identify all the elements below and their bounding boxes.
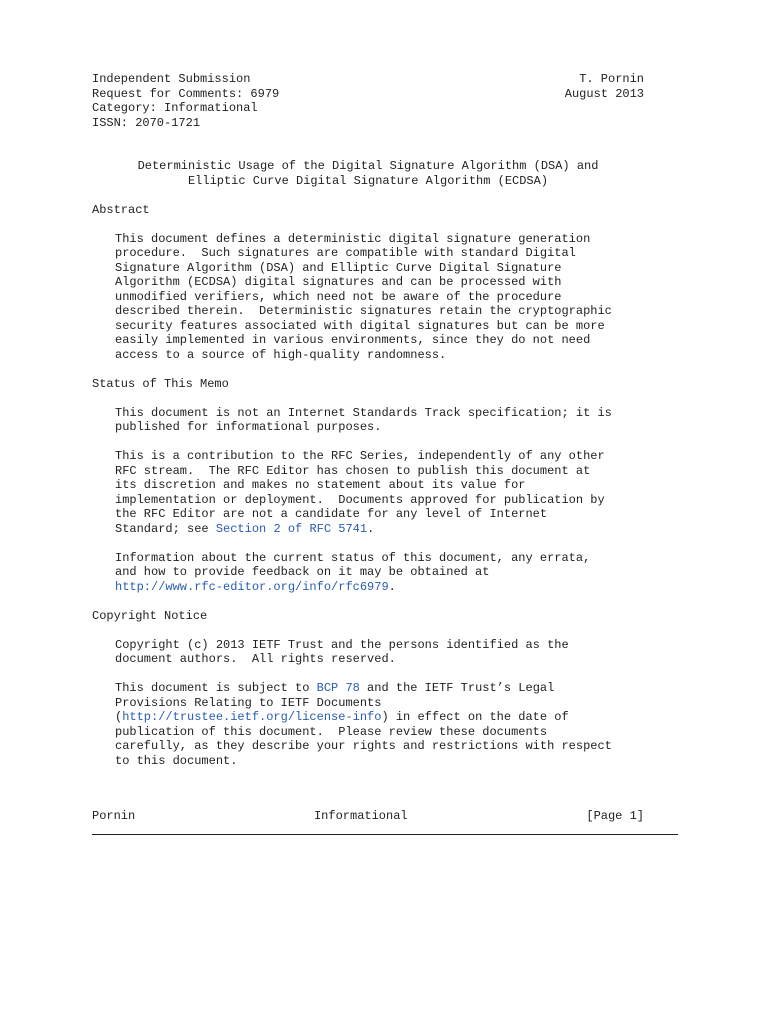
copyright-para2-line: publication of this document. Please review these documents — [115, 724, 548, 739]
page-footer — [92, 809, 644, 824]
status-para2-suffix: . — [367, 521, 375, 536]
status-para2-line: its discretion and makes no statement about its value for — [115, 478, 526, 492]
copyright-para1-line: document authors. All rights reserved. — [115, 652, 396, 666]
abstract-line: This document defines a deterministic digital signature generation — [115, 231, 591, 246]
abstract-heading: Abstract — [92, 202, 150, 217]
footer-page-number: [Page 1] — [586, 809, 644, 823]
abstract-line: Signature Algorithm (DSA) and Elliptic Curve Digital Signature — [115, 260, 562, 275]
copyright-para2-prefix: This document is subject to — [115, 681, 317, 695]
status-para3-line: Information about the current status of this document, any errata, — [115, 550, 591, 565]
document-title-line-1: Deterministic Usage of the Digital Signature Algorithm (DSA) and — [137, 159, 599, 173]
bcp78-link[interactable]: BCP 78 — [316, 681, 360, 695]
abstract-line: described therein. Deterministic signatures retain the cryptographic — [115, 304, 612, 318]
status-para3-link-line — [92, 580, 644, 595]
status-para3-line: and how to provide feedback on it may be obtained at — [115, 565, 490, 579]
copyright-para2-line-1 — [92, 681, 644, 696]
copyright-para1-line: Copyright (c) 2013 IETF Trust and the persons identified as the — [115, 637, 569, 652]
header-category: Category: Informational — [92, 101, 258, 115]
status-para1-line: This document is not an Internet Standards Track specification; it is — [115, 405, 612, 420]
status-para2-line: RFC stream. The RFC Editor has chosen to publish this document at — [115, 463, 591, 478]
rfc5741-section-link[interactable]: Section 2 of RFC 5741 — [215, 521, 368, 536]
header-row-2 — [92, 87, 644, 102]
header-rfc-number: Request for Comments: 6979 — [92, 86, 280, 101]
open-paren: ( — [115, 710, 123, 724]
copyright-para2-line-2: Provisions Relating to IETF Documents — [115, 695, 382, 710]
header-stream: Independent Submission — [92, 72, 251, 86]
header-date: August 2013 — [564, 86, 644, 101]
status-para2-line: the RFC Editor are not a candidate for any level of Internet — [115, 507, 548, 521]
abstract-line: unmodified verifiers, which need not be aware of the procedure — [115, 289, 562, 304]
copyright-heading: Copyright Notice — [92, 608, 208, 623]
copyright-para2-line: carefully, as they describe your rights and restrictions with respect — [115, 739, 612, 753]
rfc-page — [92, 72, 644, 768]
footer-category: Informational — [313, 809, 408, 823]
status-para2-line: implementation or deployment. Documents approved for publication by — [115, 492, 605, 507]
copyright-para2-line: to this document. — [115, 753, 238, 768]
status-para3-suffix: . — [388, 579, 396, 594]
status-para1-line: published for informational purposes. — [115, 420, 382, 434]
copyright-para2-line-3 — [92, 710, 644, 725]
document-title-line-2: Elliptic Curve Digital Signature Algorithm (ECDSA) — [187, 173, 549, 188]
header-issn: ISSN: 2070-1721 — [92, 115, 201, 130]
abstract-line: easily implemented in various environments, since they do not need — [115, 333, 591, 347]
abstract-line: access to a source of high-quality randomness. — [115, 347, 447, 362]
header-author: T. Pornin — [579, 72, 644, 86]
abstract-line: procedure. Such signatures are compatible with standard Digital — [115, 246, 576, 260]
copyright-para2-l3-suffix: ) in effect on the date of — [381, 710, 569, 724]
status-para2-prefix: Standard; see — [115, 521, 216, 536]
status-heading: Status of This Memo — [92, 376, 229, 391]
copyright-para2-suffix: and the IETF Trust’s Legal — [359, 681, 555, 695]
abstract-line: Algorithm (ECDSA) digital signatures and can be processed with — [115, 275, 562, 289]
rfc-editor-info-link[interactable]: http://www.rfc-editor.org/info/rfc6979 — [115, 579, 389, 594]
header-row-1 — [92, 72, 644, 87]
footer-author: Pornin — [92, 809, 136, 823]
trustee-license-info-link[interactable]: http://trustee.ietf.org/license-info — [122, 710, 382, 724]
status-para2-line: This is a contribution to the RFC Series, independently of any other — [115, 449, 605, 463]
status-para2-last-line — [92, 522, 644, 537]
page-break-rule — [92, 834, 678, 835]
abstract-line: security features associated with digital signatures but can be more — [115, 318, 605, 333]
